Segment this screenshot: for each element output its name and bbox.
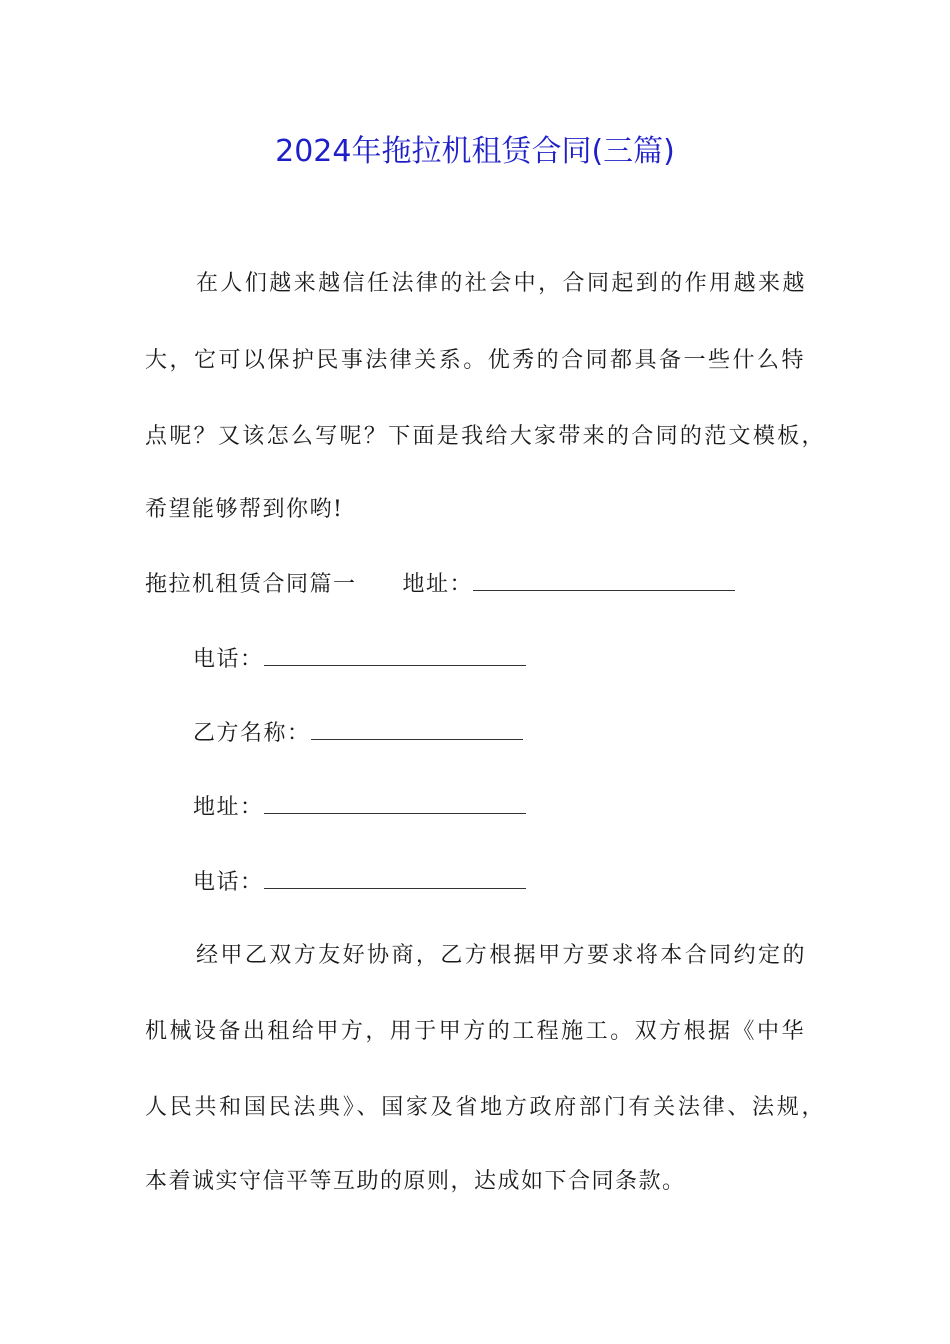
section-heading-row bbox=[145, 568, 735, 601]
intro-line-4: 希望能够帮到你哟! bbox=[145, 497, 344, 522]
party-a-address-label: 地址： bbox=[402, 572, 474, 597]
page-title: 2024年拖拉机租赁合同(三篇) bbox=[275, 134, 675, 169]
body-line-3: 人民共和国民法典》、国家及省地方政府部门有关法律、法规， bbox=[145, 1095, 825, 1120]
body-line-1: 经甲乙双方友好协商，乙方根据甲方要求将本合同约定的 bbox=[196, 943, 806, 968]
party-b-phone-field[interactable] bbox=[264, 866, 526, 889]
body-line-4: 本着诚实守信平等互助的原则，达成如下合同条款。 bbox=[145, 1169, 686, 1194]
party-a-address-field[interactable] bbox=[473, 568, 735, 591]
section-heading: 拖拉机租赁合同篇一 bbox=[145, 572, 357, 597]
party-b-phone-label: 电话： bbox=[193, 870, 264, 895]
party-a-phone-field[interactable] bbox=[264, 643, 526, 666]
party-b-address-label: 地址： bbox=[193, 795, 264, 820]
party-b-phone-row bbox=[193, 866, 526, 899]
intro-line-3: 点呢？又该怎么写呢？下面是我给大家带来的合同的范文模板， bbox=[145, 424, 825, 449]
party-b-address-field[interactable] bbox=[264, 791, 526, 814]
party-b-name-row bbox=[193, 717, 523, 750]
party-a-phone-row bbox=[193, 643, 526, 676]
intro-line-2: 大，它可以保护民事法律关系。优秀的合同都具备一些什么特 bbox=[145, 348, 805, 373]
intro-line-1: 在人们越来越信任法律的社会中，合同起到的作用越来越 bbox=[196, 271, 806, 296]
party-a-phone-label: 电话： bbox=[193, 647, 264, 672]
party-b-name-field[interactable] bbox=[311, 717, 523, 740]
party-b-name-label: 乙方名称： bbox=[193, 721, 311, 746]
body-line-2: 机械设备出租给甲方，用于甲方的工程施工。双方根据《中华 bbox=[145, 1019, 805, 1044]
party-b-address-row bbox=[193, 791, 526, 824]
